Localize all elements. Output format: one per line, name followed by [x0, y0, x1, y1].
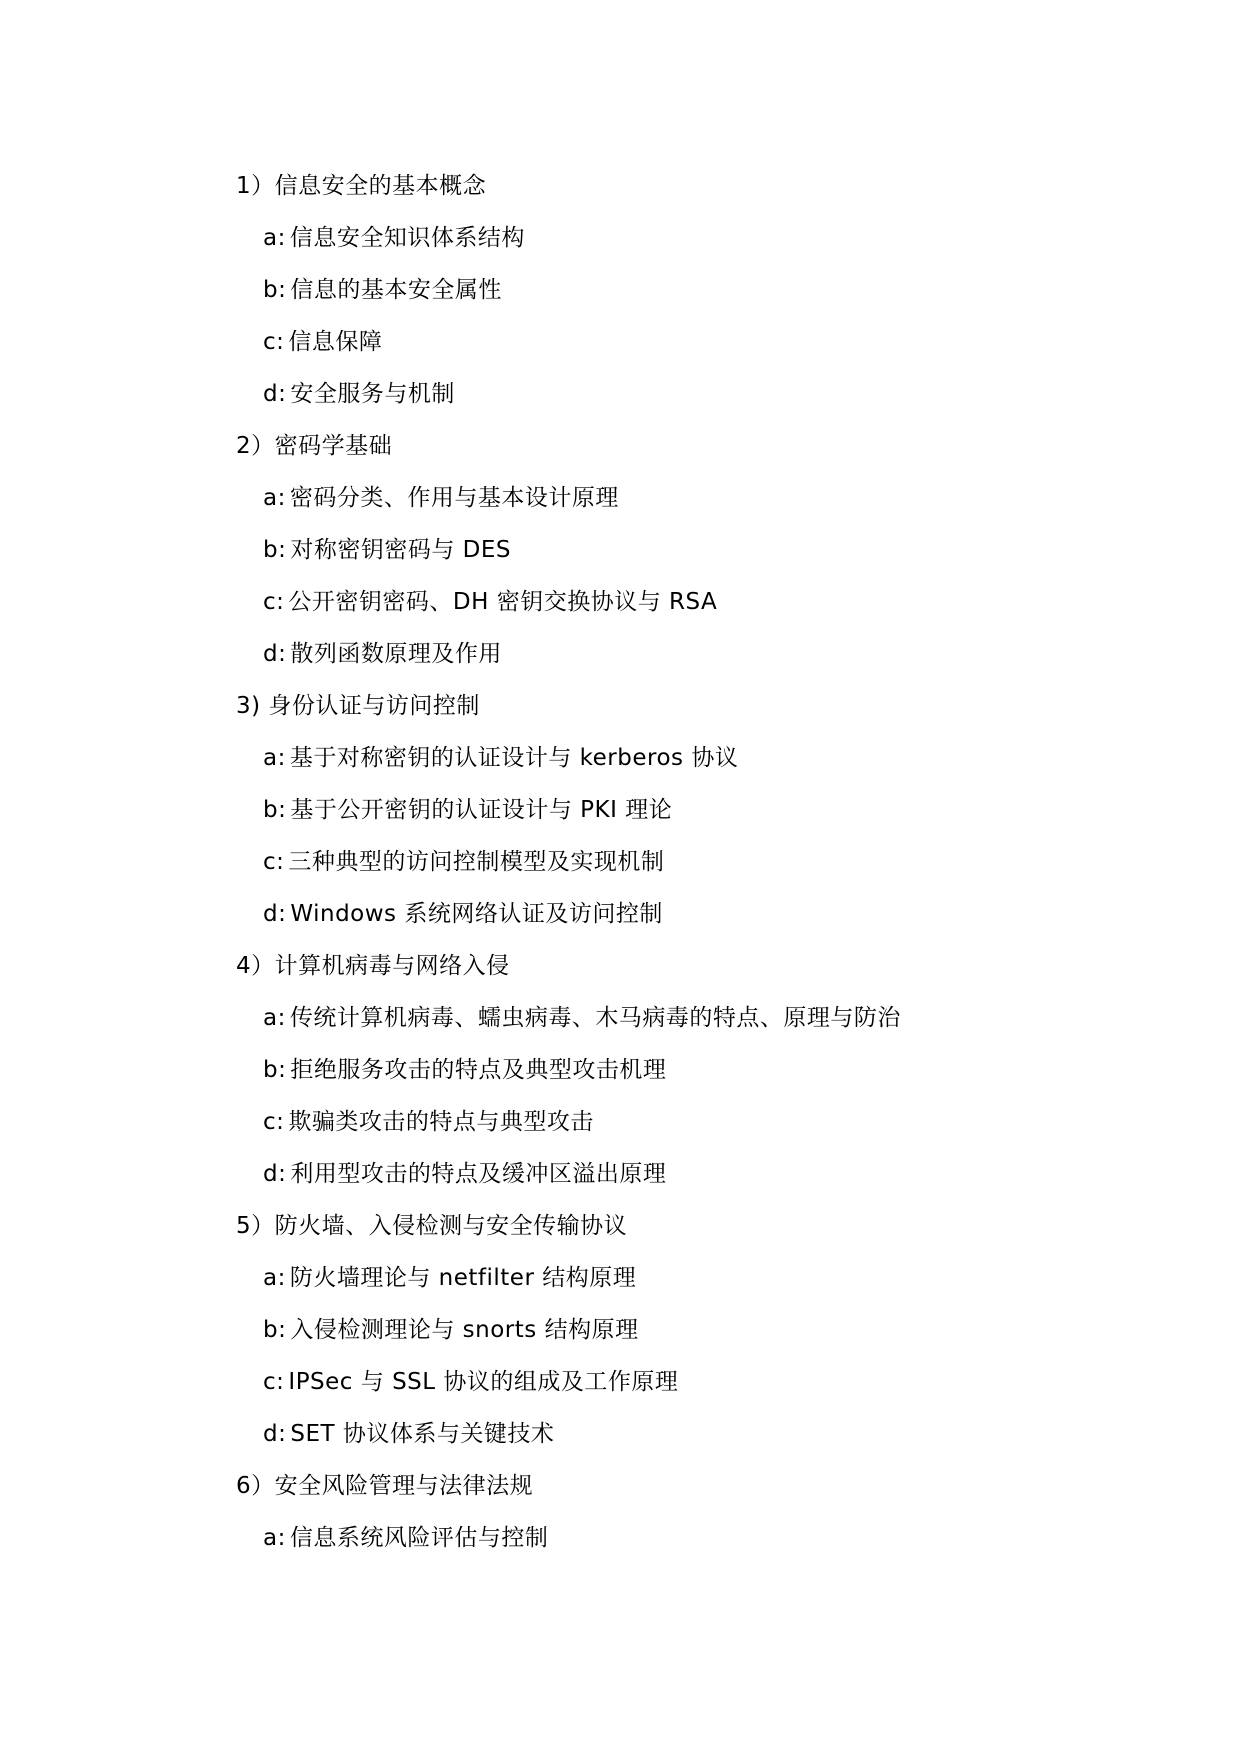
section-heading: 2）密码学基础	[236, 433, 393, 459]
item-marker: b:	[263, 277, 287, 303]
item-text: 基于公开密钥的认证设计与 PKI 理论	[290, 797, 673, 823]
sub-item	[236, 576, 901, 628]
item-text: IPSec 与 SSL 协议的组成及工作原理	[288, 1369, 679, 1395]
sub-item	[236, 264, 901, 316]
item-marker: c:	[263, 1369, 285, 1395]
sub-item	[236, 628, 901, 680]
item-marker: d:	[263, 381, 287, 407]
item-text: 公开密钥密码、DH 密钥交换协议与 RSA	[288, 589, 718, 615]
item-text: 传统计算机病毒、蠕虫病毒、木马病毒的特点、原理与防治	[289, 1005, 901, 1031]
item-marker: a:	[263, 225, 286, 251]
item-text: 信息保障	[288, 329, 383, 355]
sub-item	[236, 1304, 901, 1356]
item-text: 对称密钥密码与 DES	[290, 537, 512, 563]
item-text: 密码分类、作用与基本设计原理	[289, 485, 619, 511]
section-2	[236, 420, 901, 680]
sub-item	[236, 1044, 901, 1096]
item-marker: d:	[263, 901, 287, 927]
sub-item	[236, 1512, 901, 1564]
sub-item	[236, 992, 901, 1044]
sub-item-list	[236, 212, 901, 420]
item-marker: b:	[263, 1317, 287, 1343]
item-marker: c:	[263, 589, 285, 615]
topic-outline	[236, 160, 901, 1564]
item-marker: b:	[263, 797, 287, 823]
item-marker: c:	[263, 1109, 285, 1135]
section-3	[236, 680, 901, 940]
item-text: 利用型攻击的特点及缓冲区溢出原理	[290, 1161, 667, 1187]
item-marker: a:	[263, 745, 286, 771]
item-marker: a:	[263, 1525, 286, 1551]
section-1	[236, 160, 901, 420]
item-marker: a:	[263, 1005, 286, 1031]
sub-item	[236, 524, 901, 576]
section-heading: 4）计算机病毒与网络入侵	[236, 953, 510, 979]
sub-item	[236, 316, 901, 368]
item-text: 信息系统风险评估与控制	[289, 1525, 549, 1551]
section-heading: 5）防火墙、入侵检测与安全传输协议	[236, 1213, 628, 1239]
sub-item-list	[236, 732, 901, 940]
sub-item-list	[236, 992, 901, 1200]
sub-item	[236, 784, 901, 836]
item-text: 防火墙理论与 netfilter 结构原理	[289, 1265, 637, 1291]
item-text: 欺骗类攻击的特点与典型攻击	[288, 1109, 594, 1135]
sub-item	[236, 836, 901, 888]
section-heading: 1）信息安全的基本概念	[236, 173, 487, 199]
item-text: 散列函数原理及作用	[290, 641, 502, 667]
sub-item-list	[236, 1252, 901, 1460]
sub-item	[236, 732, 901, 784]
item-marker: d:	[263, 641, 287, 667]
sub-item	[236, 1148, 901, 1200]
item-text: 基于对称密钥的认证设计与 kerberos 协议	[289, 745, 739, 771]
item-marker: b:	[263, 1057, 287, 1083]
section-6	[236, 1460, 901, 1564]
item-marker: a:	[263, 1265, 286, 1291]
sub-item	[236, 1408, 901, 1460]
sub-item	[236, 368, 901, 420]
item-text: 信息安全知识体系结构	[289, 225, 525, 251]
item-marker: c:	[263, 329, 285, 355]
item-text: 入侵检测理论与 snorts 结构原理	[290, 1317, 639, 1343]
sub-item	[236, 888, 901, 940]
section-4	[236, 940, 901, 1200]
sub-item	[236, 1356, 901, 1408]
sub-item-list	[236, 1512, 901, 1564]
sub-item	[236, 1096, 901, 1148]
item-marker: d:	[263, 1161, 287, 1187]
item-marker: c:	[263, 849, 285, 875]
sub-item	[236, 212, 901, 264]
sub-item	[236, 472, 901, 524]
section-heading: 3) 身份认证与访问控制	[236, 693, 480, 719]
sub-item	[236, 1252, 901, 1304]
item-text: Windows 系统网络认证及访问控制	[290, 901, 663, 927]
sub-item-list	[236, 472, 901, 680]
item-marker: b:	[263, 537, 287, 563]
item-marker: a:	[263, 485, 286, 511]
section-5	[236, 1200, 901, 1460]
item-marker: d:	[263, 1421, 287, 1447]
item-text: 拒绝服务攻击的特点及典型攻击机理	[290, 1057, 667, 1083]
item-text: 信息的基本安全属性	[290, 277, 502, 303]
item-text: 三种典型的访问控制模型及实现机制	[288, 849, 665, 875]
item-text: SET 协议体系与关键技术	[290, 1421, 555, 1447]
section-heading: 6）安全风险管理与法律法规	[236, 1473, 534, 1499]
item-text: 安全服务与机制	[290, 381, 455, 407]
